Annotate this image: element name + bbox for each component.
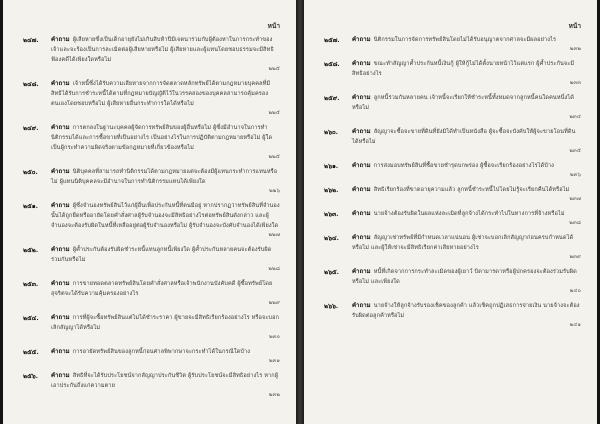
entry-keyword: คำถาม — [352, 234, 371, 241]
entry-page-ref: ๒๒๙ — [268, 300, 280, 306]
entry-page-ref: ๒๓๔ — [569, 114, 581, 120]
entry-keyword: คำถาม — [352, 162, 371, 169]
entry-keyword: คำถาม — [51, 80, 70, 87]
question-entry — [324, 209, 581, 227]
entry-page-ref: ๒๒๕ — [268, 66, 280, 72]
page-column-label: หน้า — [267, 22, 280, 30]
question-entry — [23, 35, 280, 73]
entry-body — [352, 209, 581, 227]
entry-page-ref: ๒๓๒ — [268, 392, 280, 398]
entry-body — [51, 123, 280, 161]
entry-question-text: การตกลงในฐานะบุคคลผู้จัดการทรัพย์สินของผู้อื่นหรือไม่ ผู้ซึ่งมีอำนาจในการทำนิติกรรมได้และการซื้อขายที่เป็นอย่างไร เป็นอย่างไรในการปฏิบัติตามกฎหมายหรือไม่ ผู้ใดเป็นผู้กระทำความผิดจริงตามข้อกฎหมายที่เกี่ยวข้องหรือไม่ — [51, 125, 273, 151]
entry-question-text: นายจ้างให้ลูกจ้างรับรองเช็คของลูกค้า แล้วเช็คถูกปฏิเสธการจ่ายเงิน นายจ้างจะต้องรับผิดต่อลูกค้าหรือไม่ — [352, 303, 580, 319]
question-entry — [324, 93, 581, 121]
question-entry — [324, 127, 581, 155]
entry-page-ref: ๒๒๖ — [269, 188, 280, 194]
entry-body — [51, 313, 280, 341]
page-column-label: หน้า — [568, 22, 581, 30]
entry-question-text: การที่ผู้จะซื้อทรัพย์สินแต่ไม่ได้ชำระราคา ผู้ขายจะมีสิทธิเรียกร้องอย่างไร หรือจะบอกเลิกสัญญาได้หรือไม่ — [51, 315, 280, 331]
entry-keyword: คำถาม — [352, 186, 371, 193]
entry-page-ref: ๒๓๒ — [569, 46, 581, 52]
entry-keyword: คำถาม — [51, 280, 70, 287]
entry-list — [324, 35, 581, 335]
question-entry — [23, 245, 280, 273]
entry-keyword: คำถาม — [352, 268, 371, 275]
entry-page-ref: ๒๓๗ — [569, 196, 581, 202]
entry-number: ๒๖๔. — [324, 235, 339, 242]
entry-question-text: ลูกหนี้ร่วมกันหลายคน เจ้าหนี้จะเรียกให้ชำระหนี้ทั้งหมดจากลูกหนี้คนใดคนหนึ่งได้หรือไม่ — [352, 95, 575, 111]
entry-body — [51, 167, 280, 195]
entry-keyword: คำถาม — [352, 210, 371, 217]
entry-keyword: คำถาม — [51, 372, 70, 379]
entry-question-text: การส่งมอบทรัพย์สินที่ซื้อขายชำรุดบกพร่อง ผู้ซื้อจะเรียกร้องอย่างไรได้บ้าง — [373, 163, 554, 169]
entry-page-ref: ๒๓๐ — [269, 334, 280, 340]
entry-page-ref: ๒๒๗ — [268, 232, 280, 238]
entry-page-ref: ๒๓๓ — [569, 80, 581, 86]
entry-body — [352, 93, 581, 121]
entry-keyword: คำถาม — [51, 202, 70, 209]
question-entry — [23, 371, 280, 399]
entry-question-text: การขายทอดตลาดทรัพย์สินโดยคำสั่งศาลหรือเจ้าพนักงานบังคับคดี ผู้ซื้อทรัพย์โดยสุจริตจะได้รับความคุ้มครองอย่างไร — [51, 281, 273, 297]
entry-number: ๒๕๕. — [23, 349, 39, 356]
question-entry — [23, 279, 280, 307]
entry-question-text: หนี้ที่เกิดจากการกระทำละเมิดของผู้เยาว์ บิดามารดาหรือผู้ปกครองจะต้องร่วมรับผิดหรือไม่ และเพียงใด — [352, 269, 577, 285]
entry-keyword: คำถาม — [51, 348, 70, 355]
entry-number: ๒๕๑. — [23, 203, 38, 210]
entry-keyword: คำถาม — [51, 124, 70, 131]
question-entry — [324, 161, 581, 179]
entry-body — [51, 201, 280, 239]
question-entry — [23, 313, 280, 341]
question-entry — [23, 167, 280, 195]
entry-question-text: ผู้เสียหายซึ่งเป็นเด็กอายุยังไม่เกินสิบห้าปีมีเจตนาร่วมกับผู้ต้องหาในการกระทำของเจ้าและจะร้องเป็นการละเมิดต่อผู้เสียหายหรือไม่ ผู้เสียหายและผู้แทนโดยชอบธรรมจะมีสิทธิฟ้องคดีได้เพียงใดหรือไม่ — [51, 37, 274, 63]
entry-number: ๒๔๘. — [23, 81, 39, 88]
entry-page-ref: ๒๒๘ — [268, 266, 280, 272]
entry-body — [51, 347, 280, 365]
entry-page-ref: ๒๒๕ — [268, 154, 280, 160]
entry-keyword: คำถาม — [352, 60, 371, 67]
entry-body — [352, 267, 581, 295]
question-entry — [23, 123, 280, 161]
entry-question-text: สัญญาเช่าทรัพย์ที่มีกำหนดเวลาแน่นอน ผู้เช่าจะบอกเลิกสัญญาก่อนครบกำหนดได้หรือไม่ และผู้ให้เช่าจะมีสิทธิเรียกค่าเสียหายอย่างไร — [352, 235, 574, 251]
entry-number: ๒๕๓. — [23, 281, 39, 288]
entry-number: ๒๕๖. — [23, 373, 38, 380]
entry-number: ๒๔๗. — [23, 37, 39, 44]
entry-page-ref: ๒๓๖ — [570, 172, 581, 178]
entry-number: ๒๖๒. — [324, 187, 339, 194]
entry-number: ๒๕๘. — [324, 61, 340, 68]
entry-number: ๒๕๒. — [23, 247, 38, 254]
entry-keyword: คำถาม — [352, 128, 371, 135]
question-entry — [324, 233, 581, 261]
entry-body — [352, 127, 581, 155]
entry-number: ๒๖๕. — [324, 269, 339, 276]
entry-question-text: ขณะทำสัญญาค้ำประกันหนี้เงินกู้ ผู้ให้กู้ไม่ได้ตั้งนายหน้าไว้แต่แรก ผู้ค้ำประกันจะมีสิทธิอย่างไร — [352, 61, 575, 77]
entry-number: ๒๕๔. — [23, 315, 39, 322]
entry-page-ref: ๒๓๙ — [569, 254, 581, 260]
entry-body — [352, 59, 581, 87]
entry-body — [352, 185, 581, 203]
entry-number: ๒๕๐. — [23, 169, 38, 176]
entry-number: ๒๔๙. — [23, 125, 39, 132]
entry-question-text: นิติบุคคลที่สามารถทำนิติกรรมได้ตามกฎหมายแต่จะต้องมีผู้แทนกระทำการแทนหรือไม่ ผู้แทนนิติบุคคลจะมีอำนาจในการทำนิติกรรมแทนได้เพียงใด — [51, 169, 278, 185]
entry-page-ref: ๒๓๕ — [569, 148, 581, 154]
entry-keyword: คำถาม — [51, 36, 70, 43]
entry-question-text: สิทธิที่จะได้รับประโยชน์จากสัญญาประกันชีวิต ผู้รับประโยชน์จะมีสิทธิอย่างไร หากผู้เอาประกันถึงแก่ความตาย — [51, 373, 279, 389]
entry-question-text: การอายัดทรัพย์สินของลูกหนี้ก่อนศาลพิพากษาจะกระทำได้ในกรณีใดบ้าง — [72, 349, 251, 355]
entry-page-ref: ๒๓๘ — [569, 220, 581, 226]
entry-number: ๒๕๙. — [324, 95, 340, 102]
entry-keyword: คำถาม — [352, 36, 371, 43]
question-entry — [324, 301, 581, 329]
entry-number: ๒๖๑. — [324, 163, 339, 170]
entry-keyword: คำถาม — [51, 314, 70, 321]
entry-body — [352, 35, 581, 53]
entry-question-text: ผู้ซึ่งจำนองทรัพย์สินไว้แก่ผู้อื่นเพื่อประกันหนี้ที่ตนมีอยู่ หากปรากฏว่าทรัพย์สินที่จำนองนั้นได้ถูกยึดหรืออายัดโดยคำสั่งศาลผู้รับจำนองจะมีสิทธิอย่างไรต่อทรัพย์สินดังกล่าว และผู้จำนองจะต้องรับผิดในหนี้ที่เหลืออยู่ต่อผู้รับจำนองหรือไม่ ผู้รับจำนองจะบังคับจำนองได้เพียงใด — [51, 203, 280, 229]
left-page — [3, 0, 296, 424]
question-entry — [324, 59, 581, 87]
entry-body — [51, 245, 280, 273]
entry-page-ref: ๒๔๑ — [569, 322, 581, 328]
entry-question-text: นายจ้างต้องรับผิดในผลแห่งละเมิดที่ลูกจ้างได้กระทำไปในทางการที่จ้างหรือไม่ — [373, 211, 565, 217]
question-entry — [324, 35, 581, 53]
question-entry — [324, 185, 581, 203]
entry-question-text: นิติกรรมในการจัดการทรัพย์สินโดยไม่ได้รับอนุญาตจากศาลจะมีผลอย่างไร — [373, 37, 557, 43]
entry-keyword: คำถาม — [352, 94, 371, 101]
entry-body — [352, 301, 581, 329]
entry-body — [352, 161, 581, 179]
entry-keyword: คำถาม — [352, 302, 371, 309]
entry-list — [23, 35, 280, 405]
entry-page-ref: ๒๓๑ — [269, 358, 280, 364]
entry-question-text: สัญญาจะซื้อจะขายที่ดินที่ยังมิได้ทำเป็นหนังสือ ผู้จะซื้อจะบังคับให้ผู้จะขายโอนที่ดินได้หรือไม่ — [352, 129, 576, 145]
entry-question-text: สิทธิเรียกร้องที่ขาดอายุความแล้ว ลูกหนี้ชำระหนี้ไปโดยไม่รู้จะเรียกคืนได้หรือไม่ — [373, 187, 570, 193]
entry-page-ref: ๒๔๐ — [569, 288, 581, 294]
entry-number: ๒๖๖. — [324, 303, 339, 310]
right-page — [304, 0, 597, 424]
question-entry — [23, 201, 280, 239]
question-entry — [23, 347, 280, 365]
question-entry — [324, 267, 581, 295]
entry-body — [51, 35, 280, 73]
entry-question-text: ผู้ค้ำประกันต้องรับผิดชำระหนี้แทนลูกหนี้เพียงใด ผู้ค้ำประกันหลายคนจะต้องรับผิดร่วมกันหรือไม่ — [51, 247, 272, 263]
entry-body — [352, 233, 581, 261]
book-gutter — [296, 0, 304, 424]
entry-body — [51, 371, 280, 399]
entry-keyword: คำถาม — [51, 246, 70, 253]
entry-number: ๒๖๓. — [324, 211, 339, 218]
entry-keyword: คำถาม — [51, 168, 70, 175]
entry-body — [51, 79, 280, 117]
entry-number: ๒๕๗. — [324, 37, 340, 44]
entry-page-ref: ๒๒๕ — [268, 110, 280, 116]
entry-body — [51, 279, 280, 307]
entry-number: ๒๖๐. — [324, 129, 338, 136]
question-entry — [23, 79, 280, 117]
entry-question-text: เจ้าหนี้ซึ่งได้รับความเสียหายจากการจัดตลาดหลักทรัพย์ได้ตามกฎหมายบุคคลที่มีสิทธิได้รับการชำระหนี้ได้ตามที่กฎหมายบัญญัติไว้ในวรรคสองของบุคคลสามารถคุ้มครองตนเองโดยชอบหรือไม่ ผู้เสียหายอื่นกระทำการใดได้หรือไม่ — [51, 81, 271, 107]
